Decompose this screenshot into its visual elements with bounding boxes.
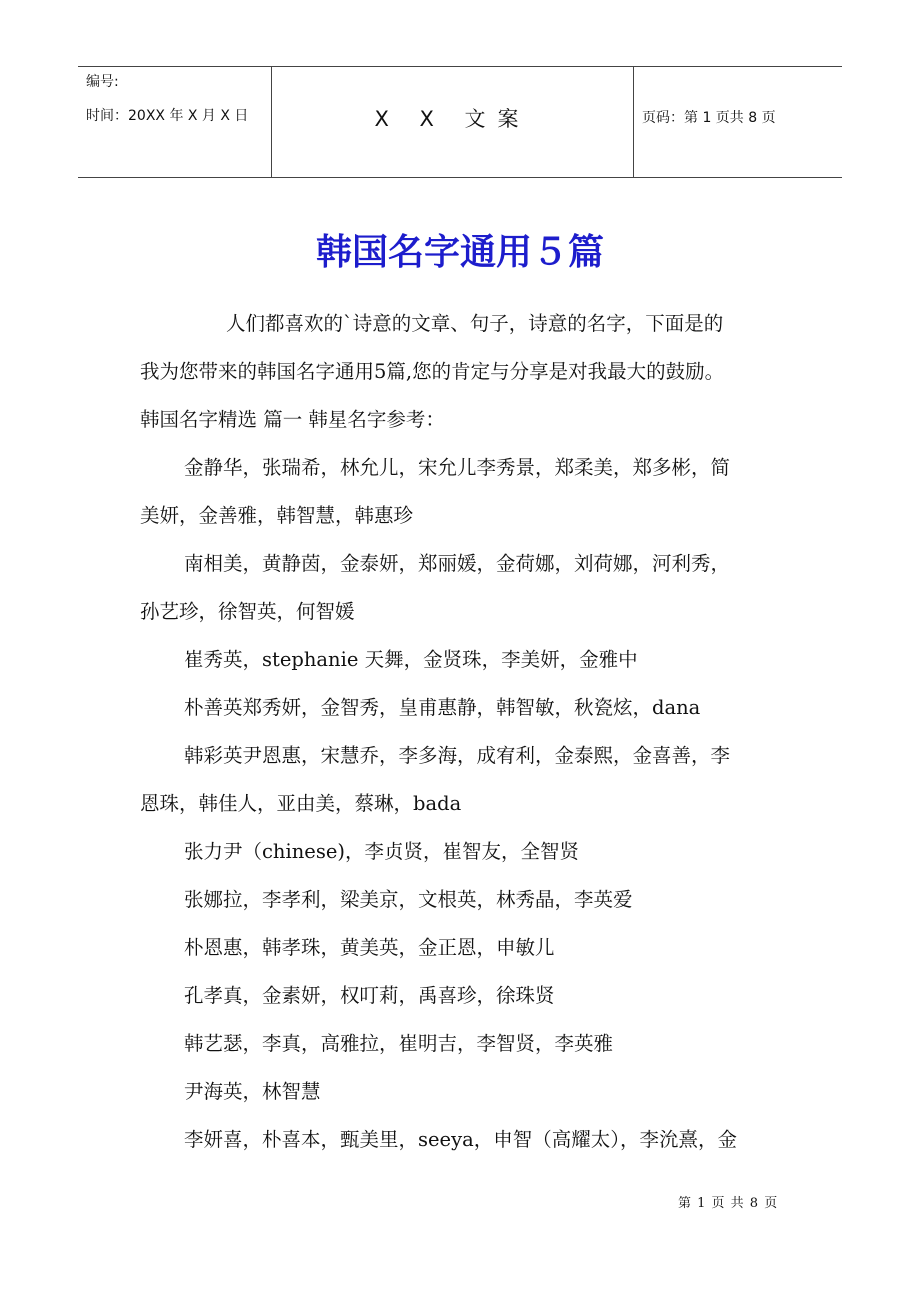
body-line: 金静华，张瑞希，林允儿，宋允儿李秀景，郑柔美，郑多彬，简 <box>184 456 731 479</box>
document-header <box>78 66 842 178</box>
section-heading: 韩国名字精选 篇一 韩星名字参考： <box>140 408 445 431</box>
header-right-cell <box>634 67 842 177</box>
body-line: 张力尹（chinese)，李贞贤，崔智友，全智贤 <box>184 840 579 863</box>
document-time-label: 时间：20XX 年 X 月 X 日 <box>86 108 249 124</box>
body-line: 朴善英郑秀妍，金智秀，皇甫惠静，韩智敏，秋瓷炫，dana <box>184 696 701 719</box>
body-line: 恩珠，韩佳人，亚由美，蔡琳，bada <box>140 792 462 815</box>
body-line: 韩彩英尹恩惠，宋慧乔，李多海，成宥利，金泰熙，金喜善，李 <box>184 744 731 767</box>
body-line: 南相美，黄静茵，金泰妍，郑丽媛，金荷娜，刘荷娜，河利秀， <box>184 552 731 575</box>
body-line: 尹海英，林智慧 <box>184 1080 321 1103</box>
body-line: 孙艺珍，徐智英，何智媛 <box>140 600 355 623</box>
page-footer: 第 1 页 共 8 页 <box>678 1196 779 1211</box>
header-middle-cell <box>272 67 634 177</box>
body-line: 李妍喜，朴喜本，甄美里，seeya，申智（高耀太），李沇熹，金 <box>184 1128 737 1151</box>
body-line: 崔秀英，stephanie 天舞，金贤珠，李美妍，金雅中 <box>184 648 638 671</box>
body-line: 我为您带来的韩国名字通用5篇,您的肯定与分享是对我最大的鼓励。 <box>140 360 725 383</box>
body-line: 人们都喜欢的`诗意的文章、句子，诗意的名字，下面是的 <box>226 312 724 335</box>
body-line: 朴恩惠，韩孝珠，黄美英，金正恩，申敏儿 <box>184 936 555 959</box>
document-title: 韩国名字通用５篇 <box>315 231 604 273</box>
body-line: 美妍，金善雅，韩智慧，韩惠珍 <box>140 504 414 527</box>
body-line: 韩艺瑟，李真，高雅拉，崔明吉，李智贤，李英雅 <box>184 1032 614 1055</box>
body-line: 张娜拉，李孝利，梁美京，文根英，林秀晶，李英爱 <box>184 888 633 911</box>
header-left-cell <box>78 67 272 177</box>
document-number-label: 编号: <box>86 74 119 90</box>
header-page-label: 页码：第 1 页共 8 页 <box>642 110 776 126</box>
header-title: X X 文案 <box>374 107 531 131</box>
body-line: 孔孝真，金素妍，权叮莉，禹喜珍，徐珠贤 <box>184 984 555 1007</box>
